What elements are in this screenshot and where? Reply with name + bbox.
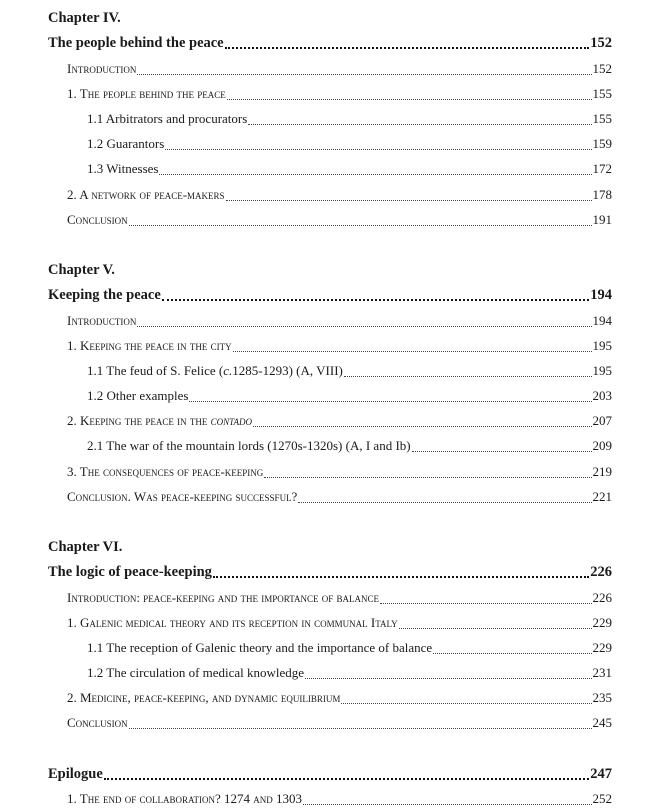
dot-leader [233,351,592,352]
toc-entry[interactable]: 1.2 Other examples 203 [87,388,612,403]
dot-leader [104,778,589,780]
dot-leader [189,401,591,402]
toc-entry[interactable]: 1.2 The circulation of medical knowledge 231 [87,665,612,680]
epilogue-title-row[interactable] [48,766,612,784]
dot-leader [165,149,591,150]
toc-entry[interactable]: Conclusion. Was peace-keeping successful? 221 [67,489,612,504]
toc-entry[interactable]: Introduction: peace-keeping and the importance of balance 226 [67,590,612,605]
toc-entry[interactable]: 1. The end of collaboration? 1274 and 1303 252 [67,791,612,806]
dot-leader [227,99,592,100]
dot-leader [399,628,592,629]
toc-entry[interactable]: 1. The people behind the peace 155 [67,86,612,101]
dot-leader [226,200,592,201]
dot-leader [380,603,591,604]
toc-entry[interactable]: 1. Galenic medical theory and its reception in communal Italy 229 [67,615,612,630]
dot-leader [213,576,589,578]
dot-leader [341,703,591,704]
toc-entry[interactable]: Conclusion 245 [67,715,612,730]
dot-leader [129,225,592,226]
dot-leader [162,299,589,301]
dot-leader [253,426,592,427]
toc-entry[interactable]: 1.1 The reception of Galenic theory and the importance of balance 229 [87,640,612,655]
dot-leader [137,326,591,327]
dot-leader [137,74,591,75]
page-number: 247 [590,766,612,782]
chapter-v-heading: Chapter V. [48,262,115,278]
toc-entry[interactable]: 2. A network of peace-makers 178 [67,187,612,202]
toc-title: Epilogue [48,766,103,782]
dot-leader [298,502,591,503]
toc-title: The people behind the peace [48,35,224,51]
toc-entry[interactable]: 1. Keeping the peace in the city 195 [67,338,612,353]
page-number: 194 [590,287,612,303]
chapter-vi-heading: Chapter VI. [48,539,123,555]
chapter-vi-title-row[interactable] [48,564,612,582]
page-number: 152 [590,35,612,51]
chapter-iv-title-row[interactable] [48,35,612,53]
dot-leader [264,477,591,478]
dot-leader [248,124,591,125]
toc-entry[interactable]: Introduction 152 [67,61,612,76]
toc-entry[interactable]: Introduction 194 [67,313,612,328]
toc-entry[interactable]: Conclusion 191 [67,212,612,227]
dot-leader [129,728,592,729]
toc-entry[interactable]: 1.1 The feud of S. Felice (c.1285-1293) (A, VIII) 195 [87,363,612,378]
dot-leader [225,47,590,49]
dot-leader [303,804,592,805]
chapter-v-title-row[interactable] [48,287,612,305]
dot-leader [159,174,591,175]
toc-title: Keeping the peace [48,287,161,303]
toc-entry[interactable]: 2. Medicine, peace-keeping, and dynamic equilibrium 235 [67,690,612,705]
dot-leader [344,376,592,377]
toc-entry[interactable]: 1.3 Witnesses 172 [87,161,612,176]
dot-leader [412,451,592,452]
toc-entry[interactable]: 3. The consequences of peace-keeping 219 [67,464,612,479]
page-number: 226 [590,564,612,580]
toc-entry[interactable]: 1.2 Guarantors 159 [87,136,612,151]
dot-leader [433,653,591,654]
toc-entry[interactable]: 2. Keeping the peace in the contado 207 [67,413,612,428]
toc-title: The logic of peace-keeping [48,564,212,580]
toc-entry[interactable]: 2.1 The war of the mountain lords (1270s-1320s) (A, I and Ib) 209 [87,438,612,453]
toc-entry[interactable]: 1.1 Arbitrators and procurators 155 [87,111,612,126]
chapter-iv-heading: Chapter IV. [48,10,121,26]
dot-leader [305,678,591,679]
